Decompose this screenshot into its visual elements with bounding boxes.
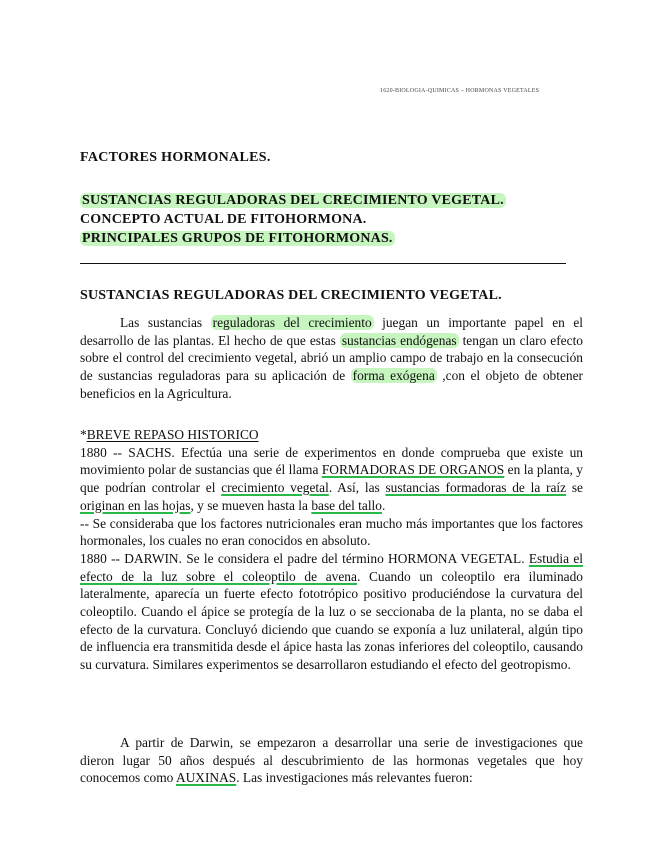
section-title: SUSTANCIAS REGULADORAS DEL CRECIMIENTO VEGETAL. xyxy=(80,288,502,303)
text-run: . Cuando un coleoptilo era iluminado lateralmente, aparecía un fuerte efecto fototrópico positivo produciéndose la curvatura del coleoptilo. Cuando el ápice se protegía de la luz o se seccionaba de la planta, no se daba el efecto de la curvatura. Concluyó diciendo que cuando se exponía a luz unilateral, algún tipo de influencia era transmitida desde el ápice hasta las zonas inferiores del coleoptilo, causando su curvatura. Similares experimentos se desarrollaron estudiando el efecto del geotropismo. xyxy=(80,568,583,673)
highlight: sustancias endógenas xyxy=(341,332,457,348)
nutrition-note: -- Se consideraba que los factores nutricionales eran mucho más importantes que los factores hormonales, los cuales no eran conocidos en absoluto. xyxy=(80,515,583,549)
text-run: juegan un importante papel en el desarrollo de las plantas. El hecho de que estas xyxy=(80,315,584,348)
text-run: 1880 -- SACHS. Efectúa una serie de experimentos en donde comprueba que existe un movimiento polar de sustancias que él llama xyxy=(80,444,583,478)
text-run: A partir de Darwin, se empezaron a desarrollar una serie de investigaciones que dieron lugar 50 años después al descubrimiento de las hormonas vegetales que hoy conocemos como xyxy=(80,735,583,786)
asterisk: * xyxy=(80,427,87,442)
text-run: 1880 -- DARWIN. Se le considera el padre del término HORMONA VEGETAL. xyxy=(80,550,529,566)
text-run: . Las investigaciones más relevantes fueron: xyxy=(236,770,473,786)
highlight: forma exógena xyxy=(352,368,435,384)
subtitle-1: SUSTANCIAS REGULADORAS DEL CRECIMIENTO VEGETAL. xyxy=(82,193,504,208)
subtitle-2: CONCEPTO ACTUAL DE FITOHORMONA. xyxy=(80,212,367,227)
page-header: 1620-BIOLOGIA-QUIMICAS – HORMONAS VEGETALES xyxy=(380,88,540,94)
divider xyxy=(80,263,566,264)
underlined-term: sustancias formadoras de la raíz xyxy=(385,480,567,496)
text-run: . Así, las xyxy=(328,480,386,496)
underlined-term: crecimiento vegetal xyxy=(221,480,329,496)
paragraph-intro xyxy=(80,314,583,403)
text-run: , y se mueven hasta la xyxy=(190,497,312,513)
highlight: reguladoras del crecimiento xyxy=(212,315,372,330)
text-run: tengan un claro efecto sobre el control del crecimiento vegetal, abrió un amplio campo de trabajo en la consecución de sustancias reguladoras para su aplicación de xyxy=(80,332,583,384)
text-run: Las sustancias xyxy=(120,315,211,330)
underlined-term: AUXINAS xyxy=(175,770,237,786)
paragraph-auxinas xyxy=(80,734,583,787)
darwin-entry xyxy=(80,550,583,674)
main-heading: FACTORES HORMONALES. xyxy=(80,150,271,165)
history-heading xyxy=(80,426,583,444)
text-run: en la planta, y que podrían controlar el xyxy=(80,462,583,496)
subtitle-block xyxy=(80,191,506,248)
subtitle-3: PRINCIPALES GRUPOS DE FITOHORMONAS. xyxy=(82,231,393,246)
underlined-term: base del tallo xyxy=(311,497,382,513)
underlined-term: Estudia el efecto de la luz sobre el coleoptilo de avena xyxy=(80,550,583,584)
underlined-term: originan en las hojas xyxy=(80,497,191,513)
text-run: . xyxy=(381,497,386,513)
history-title: BREVE REPASO HISTORICO xyxy=(86,427,259,442)
sachs-entry xyxy=(80,444,583,515)
text-run: ,con el objeto de obtener beneficios en la Agricultura. xyxy=(80,368,583,401)
text-run: se xyxy=(566,480,583,496)
paragraph-history xyxy=(80,426,583,674)
underlined-term: FORMADORAS DE ORGANOS xyxy=(321,462,505,478)
